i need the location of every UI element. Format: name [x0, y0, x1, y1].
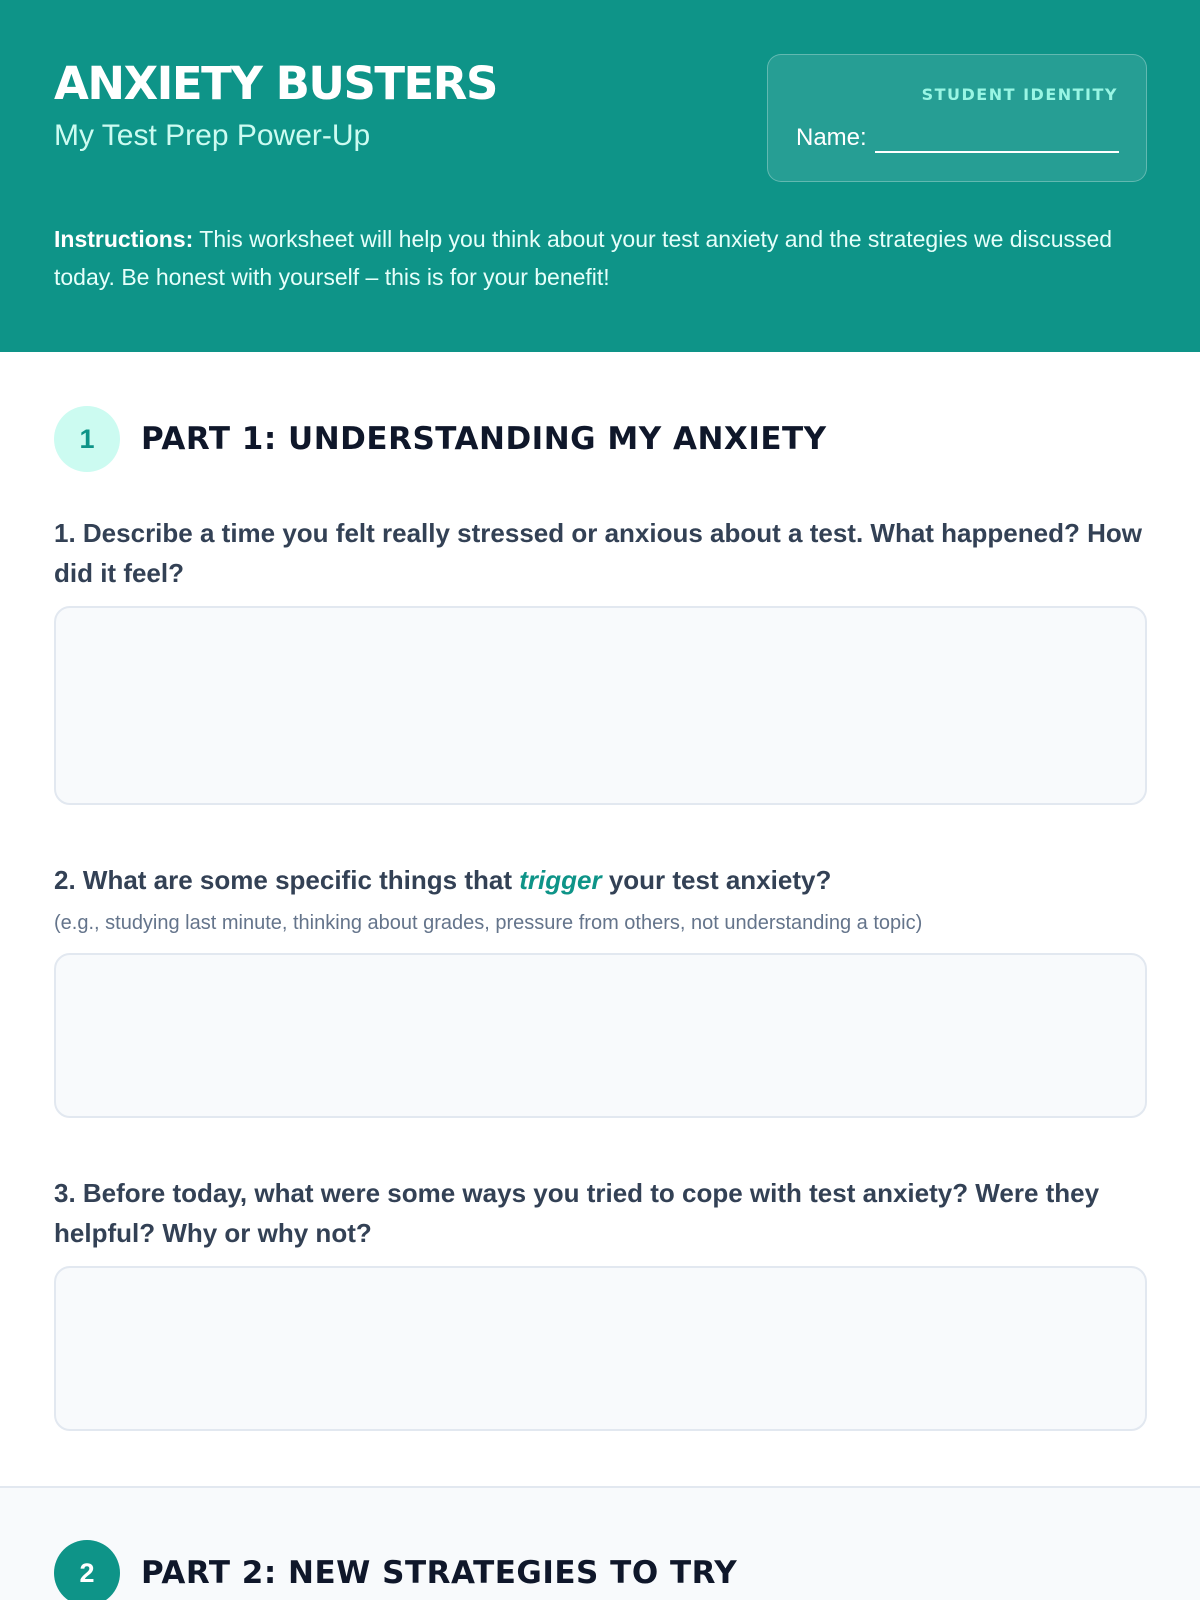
name-row — [796, 123, 1119, 153]
answer-box-2[interactable] — [54, 953, 1147, 1118]
part1-header — [54, 406, 827, 472]
part1-number-badge: 1 — [54, 406, 120, 472]
question-1: 1. Describe a time you felt really stressed or anxious about a test. What happened? How did it feel? — [54, 518, 1142, 588]
question-2-emphasis: trigger — [519, 865, 602, 895]
instructions-text: This worksheet will help you think about your test anxiety and the strategies we discussed today. Be honest with yourself – this is for your benefit! — [54, 226, 1113, 290]
question-2-text-start: 2. What are some specific things that — [54, 865, 512, 895]
question-2-text-end: your test anxiety? — [608, 865, 832, 895]
name-label: Name: — [796, 124, 867, 151]
part2-title: PART 2: NEW STRATEGIES TO TRY — [141, 1555, 738, 1591]
answer-box-3[interactable] — [54, 1266, 1147, 1431]
worksheet-title: ANXIETY BUSTERS — [54, 57, 497, 110]
instructions-label: Instructions: — [54, 226, 194, 252]
part1-title: PART 1: UNDERSTANDING MY ANXIETY — [141, 421, 827, 457]
part2-number-badge: 2 — [54, 1540, 120, 1600]
student-identity-label: STUDENT IDENTITY — [921, 85, 1118, 104]
question-2 — [54, 860, 1154, 900]
answer-box-1[interactable] — [54, 606, 1147, 805]
question-3: 3. Before today, what were some ways you tried to cope with test anxiety? Were they helpful? Why or why not? — [54, 1178, 1100, 1248]
instructions — [54, 220, 1154, 296]
question-2-hint: (e.g., studying last minute, thinking about grades, pressure from others, not understanding a topic) — [54, 912, 923, 934]
part2-header — [54, 1540, 737, 1600]
worksheet-header — [0, 0, 1200, 352]
name-field[interactable] — [875, 131, 1119, 153]
worksheet-subtitle: My Test Prep Power-Up — [54, 119, 371, 152]
student-identity-box — [767, 54, 1147, 182]
